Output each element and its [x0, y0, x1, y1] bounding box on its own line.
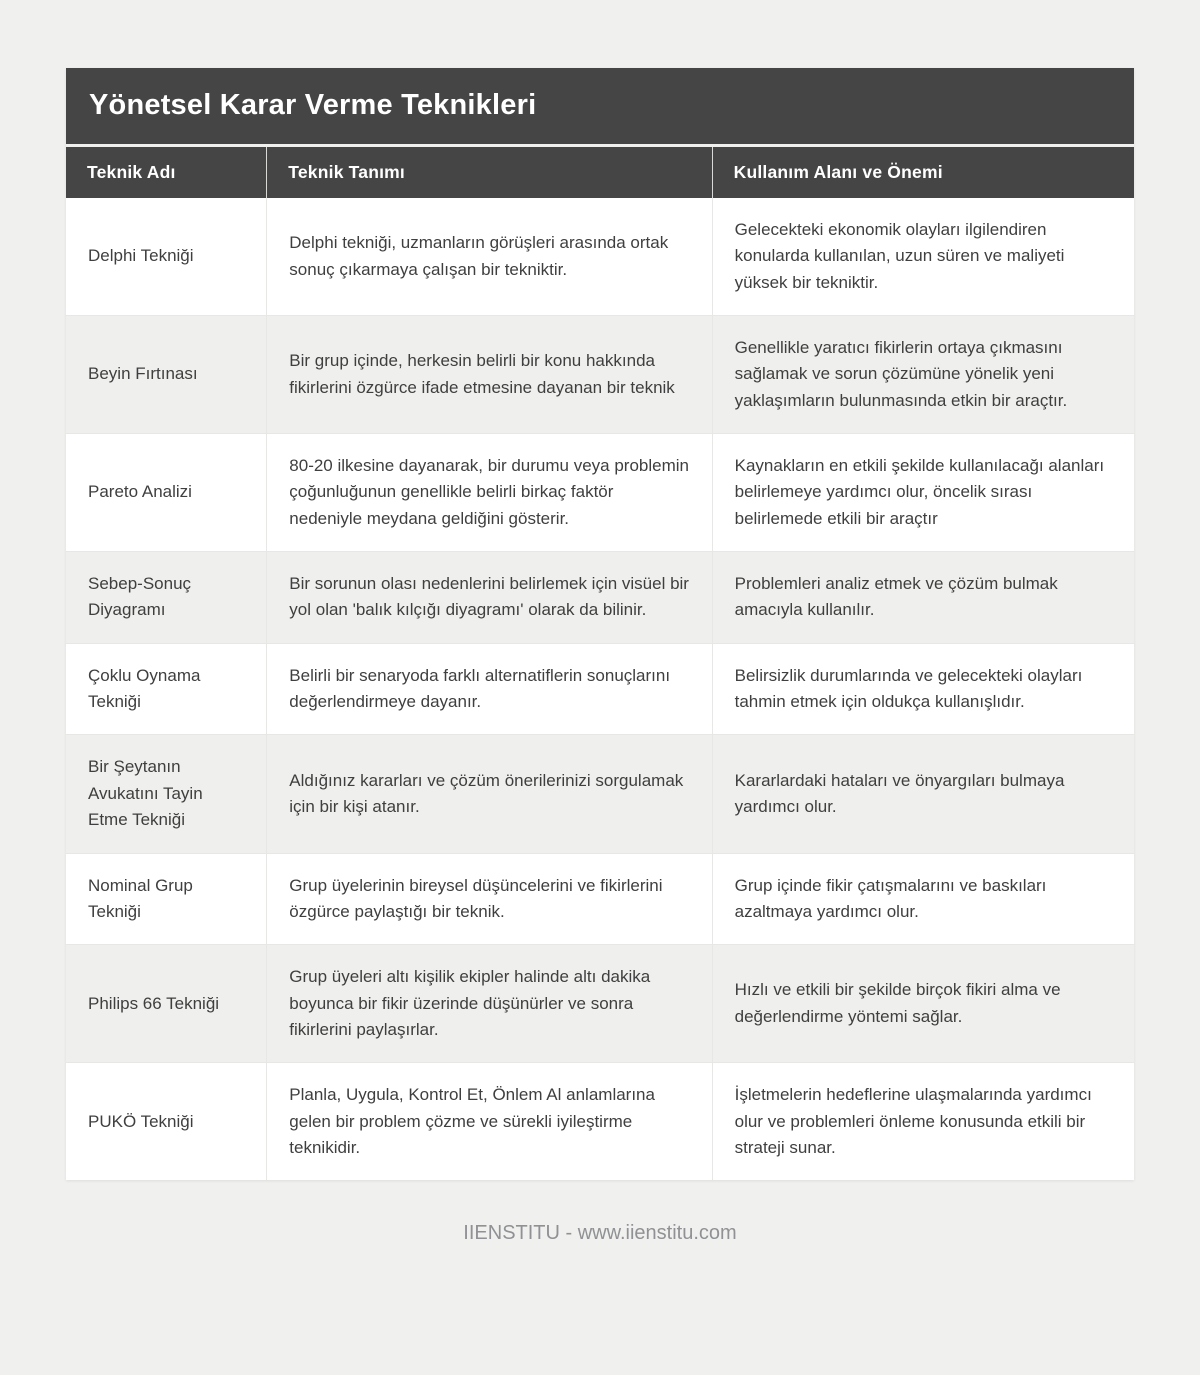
- column-header-usage-importance: Kullanım Alanı ve Önemi: [712, 147, 1134, 198]
- cell-usage-importance: Problemleri analiz etmek ve çözüm bulmak amacıyla kullanılır.: [712, 552, 1134, 644]
- table-row: [66, 945, 1134, 1063]
- cell-technique-definition: Grup üyelerinin bireysel düşüncelerini ve fikirlerini özgürce paylaştığı bir teknik.: [267, 853, 712, 945]
- table-row: [66, 643, 1134, 735]
- table-row: [66, 198, 1134, 316]
- table-row: [66, 1063, 1134, 1181]
- cell-technique-definition: Bir sorunun olası nedenlerini belirlemek için visüel bir yol olan 'balık kılçığı diyagramı' olarak da bilinir.: [267, 552, 712, 644]
- cell-technique-name: Beyin Fırtınası: [66, 316, 267, 434]
- cell-technique-definition: Bir grup içinde, herkesin belirli bir konu hakkında fikirlerini özgürce ifade etmesine dayanan bir teknik: [267, 316, 712, 434]
- column-header-technique-name: Teknik Adı: [66, 147, 267, 198]
- cell-technique-name: Delphi Tekniği: [66, 198, 267, 316]
- cell-technique-name: Çoklu Oynama Tekniği: [66, 643, 267, 735]
- cell-usage-importance: Belirsizlik durumlarında ve gelecekteki olayları tahmin etmek için oldukça kullanışlıdır.: [712, 643, 1134, 735]
- cell-usage-importance: Genellikle yaratıcı fikirlerin ortaya çıkmasını sağlamak ve sorun çözümüne yönelik yeni yaklaşımların bulunmasında etkin bir araçtır.: [712, 316, 1134, 434]
- table-row: [66, 853, 1134, 945]
- footer-branding: IIENSTITU - www.iienstitu.com: [463, 1222, 737, 1245]
- cell-technique-definition: Grup üyeleri altı kişilik ekipler halinde altı dakika boyunca bir fikir üzerinde düşünürler ve sonra fikirlerini paylaşırlar.: [267, 945, 712, 1063]
- cell-technique-definition: 80-20 ilkesine dayanarak, bir durumu veya problemin çoğunluğunun genellikle belirli birkaç faktör nedeniyle meydana geldiğini gösterir.: [267, 434, 712, 552]
- column-header-technique-definition: Teknik Tanımı: [267, 147, 712, 198]
- cell-technique-name: PUKÖ Tekniği: [66, 1063, 267, 1181]
- table-row: [66, 316, 1134, 434]
- cell-technique-definition: Aldığınız kararları ve çözüm önerilerinizi sorgulamak için bir kişi atanır.: [267, 735, 712, 853]
- cell-usage-importance: İşletmelerin hedeflerine ulaşmalarında yardımcı olur ve problemleri önleme konusunda etkili bir strateji sunar.: [712, 1063, 1134, 1181]
- page-title: Yönetsel Karar Verme Teknikleri: [66, 68, 1134, 144]
- table-row: [66, 552, 1134, 644]
- cell-technique-definition: Planla, Uygula, Kontrol Et, Önlem Al anlamlarına gelen bir problem çözme ve sürekli iyileştirme teknikidir.: [267, 1063, 712, 1181]
- cell-usage-importance: Gelecekteki ekonomik olayları ilgilendiren konularda kullanılan, uzun süren ve maliyeti yüksek bir tekniktir.: [734, 220, 1065, 292]
- cell-technique-name: Nominal Grup Tekniği: [66, 853, 267, 945]
- cell-technique-name: Sebep-Sonuç Diyagramı: [66, 552, 267, 644]
- cell-technique-definition: Delphi tekniği, uzmanların görüşleri arasında ortak sonuç çıkarmaya çalışan bir tekniktir.: [267, 198, 712, 316]
- techniques-table: [66, 147, 1134, 1180]
- cell-technique-definition: Belirli bir senaryoda farklı alternatiflerin sonuçlarını değerlendirmeye dayanır.: [267, 643, 712, 735]
- cell-usage-importance: Grup içinde fikir çatışmalarını ve baskıları azaltmaya yardımcı olur.: [712, 853, 1134, 945]
- cell-technique-name: Philips 66 Tekniği: [66, 945, 267, 1063]
- cell-technique-name: Bir Şeytanın Avukatını Tayin Etme Tekniği: [66, 735, 267, 853]
- table-body: [66, 198, 1134, 1180]
- cell-usage-importance: Kararlardaki hataları ve önyargıları bulmaya yardımcı olur.: [712, 735, 1134, 853]
- techniques-sheet: [66, 68, 1134, 1180]
- table-header: [66, 147, 1134, 198]
- cell-usage-importance: Hızlı ve etkili bir şekilde birçok fikiri alma ve değerlendirme yöntemi sağlar.: [712, 945, 1134, 1063]
- cell-usage-importance: Kaynakların en etkili şekilde kullanılacağı alanları belirlemeye yardımcı olur, öncelik sırası belirlemede etkili bir araçtır: [712, 434, 1134, 552]
- table-row: [66, 434, 1134, 552]
- cell-technique-name: Pareto Analizi: [66, 434, 267, 552]
- table-row: [66, 735, 1134, 853]
